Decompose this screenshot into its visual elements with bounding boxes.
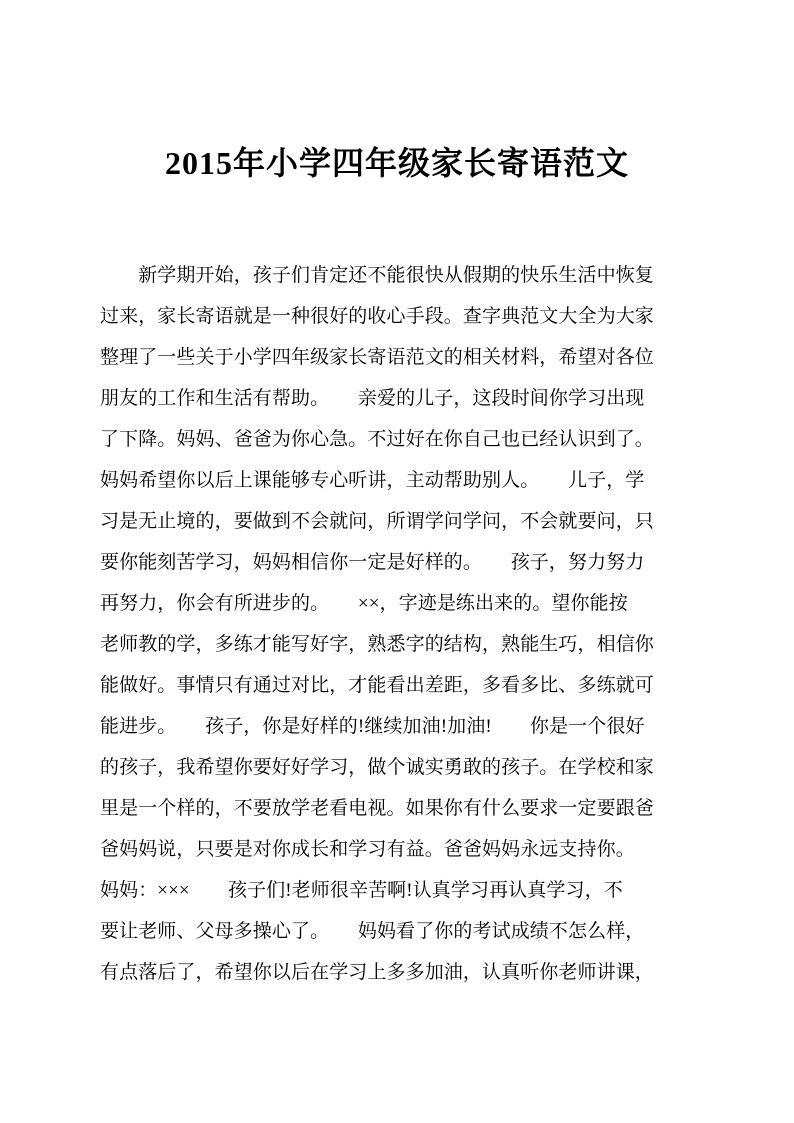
body-line: 能进步。 孩子，你是好样的!继续加油!加油! 你是一个很好 xyxy=(100,716,645,737)
body-line: 妈妈希望你以后上课能够专心听讲，主动帮助别人。 儿子，学 xyxy=(100,470,645,491)
body-line: 爸妈妈说，只要是对你成长和学习有益。爸爸妈妈永远支持你。 xyxy=(100,839,635,860)
body-line: 要你能刻苦学习，妈妈相信你一定是好样的。 孩子，努力努力 xyxy=(100,552,645,573)
body-line: 朋友的工作和生活有帮助。 亲爱的儿子，这段时间你学习出现 xyxy=(100,388,645,409)
body-line: 的孩子，我希望你要好好学习，做个诚实勇敢的孩子。在学校和家 xyxy=(100,757,654,778)
body-line: 了下降。妈妈、爸爸为你心急。不过好在你自己也已经认识到了。 xyxy=(100,429,654,450)
body-line: 习是无止境的，要做到不会就问，所谓学问学问，不会就要问，只 xyxy=(100,511,654,532)
body-line: 妈妈：××× 孩子们!老师很辛苦啊!认真学习再认真学习，不 xyxy=(100,880,623,901)
body-line: 有点落后了，希望你以后在学习上多多加油，认真听你老师讲课， xyxy=(100,962,654,983)
body-line: 再努力，你会有所进步的。 ××，字迹是练出来的。望你能按 xyxy=(100,593,628,614)
body-line: 整理了一些关于小学四年级家长寄语范文的相关材料，希望对各位 xyxy=(100,347,654,368)
body-line: 要让老师、父母多操心了。 妈妈看了你的考试成绩不怎么样， xyxy=(100,921,645,942)
body-line: 老师教的学，多练才能写好字，熟悉字的结构，熟能生巧，相信你 xyxy=(100,634,654,655)
body-line: 新学期开始，孩子们肯定还不能很快从假期的快乐生活中恢复 xyxy=(100,265,654,286)
body-line: 过来，家长寄语就是一种很好的收心手段。查字典范文大全为大家 xyxy=(100,306,654,327)
body-line: 能做好。事情只有通过对比，才能看出差距，多看多比、多练就可 xyxy=(100,675,654,696)
body-line: 里是一个样的，不要放学老看电视。如果你有什么要求一定要跟爸 xyxy=(100,798,654,819)
document-body xyxy=(100,255,670,993)
document-title: 2015年小学四年级家长寄语范文 xyxy=(164,145,629,181)
